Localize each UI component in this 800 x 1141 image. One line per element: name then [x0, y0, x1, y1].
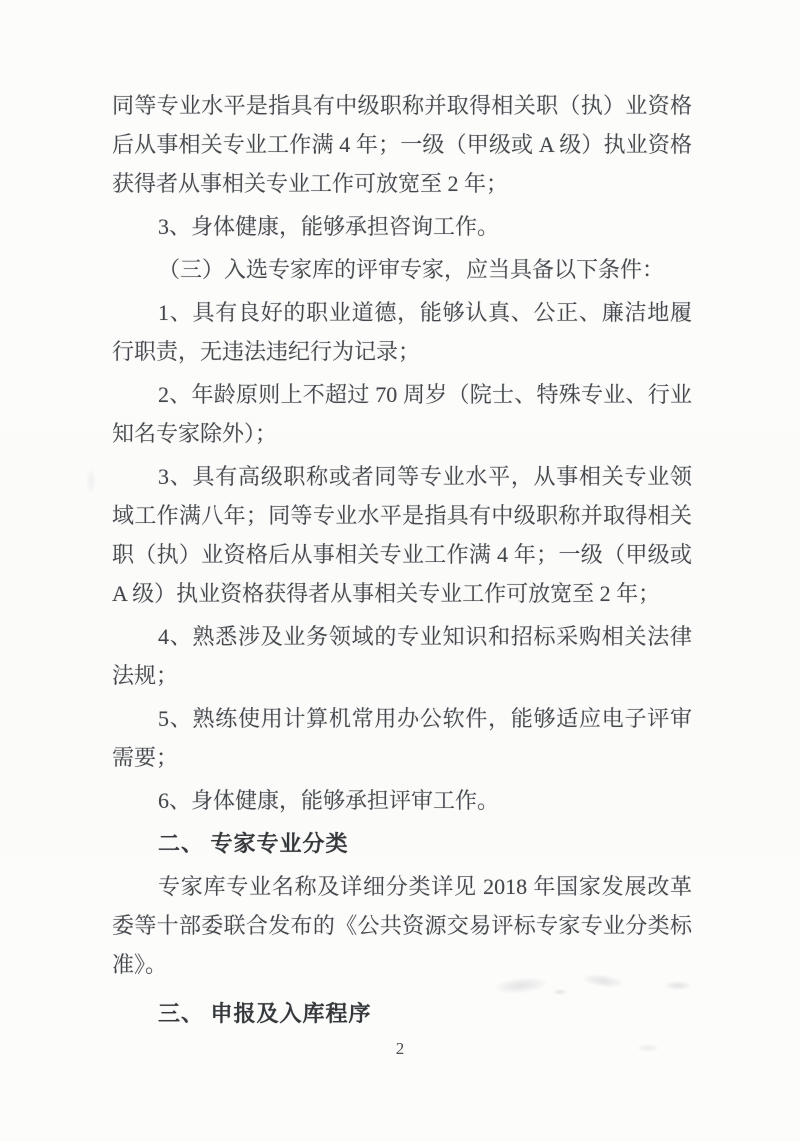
item-5-computer-skills: 5、熟练使用计算机常用办公软件，能够适应电子评审需要； [112, 706, 692, 770]
item-3-health-consulting: 3、身体健康，能够承担咨询工作。 [158, 214, 500, 239]
page-number: 2 [395, 1039, 405, 1058]
item-2-age-limit: 2、年龄原则上不超过 70 周岁（院士、特殊专业、行业知名专家除外）； [112, 382, 692, 446]
heading-section-2-expert-classification: 二、 专家专业分类 [158, 831, 349, 856]
heading-section-3-application-procedure: 三、 申报及入库程序 [158, 1001, 372, 1026]
subsection-3-intro: （三）入选专家库的评审专家，应当具备以下条件： [158, 257, 665, 282]
item-3-senior-title: 3、具有高级职称或者同等专业水平，从事相关专业领域工作满八年；同等专业水平是指具有中级职称并取得相关职（执）业资格后从事相关专业工作满 4 年；一级（甲级或 A 级）执业资格获得者从事相关专业工作可放宽至 2 年； [112, 464, 692, 606]
item-4-domain-knowledge: 4、熟悉涉及业务领域的专业知识和招标采购相关法律法规； [112, 624, 692, 688]
item-6-health-review: 6、身体健康，能够承担评审工作。 [158, 788, 500, 813]
paragraph-classification-standard: 专家库专业名称及详细分类详见 2018 年国家发展改革委等十部委联合发布的《公共资源交易评标专家专业分类标准》。 [112, 874, 692, 977]
item-1-professional-ethics: 1、具有良好的职业道德，能够认真、公正、廉洁地履行职责，无违法违纪行为记录； [112, 300, 692, 364]
paragraph-equivalent-level-continuation: 同等专业水平是指具有中级职称并取得相关职（执）业资格后从事相关专业工作满 4 年；一级（甲级或 A 级）执业资格获得者从事相关专业工作可放宽至 2 年； [112, 93, 692, 196]
document-text-block [112, 86, 692, 1037]
scan-smudge [86, 468, 96, 494]
